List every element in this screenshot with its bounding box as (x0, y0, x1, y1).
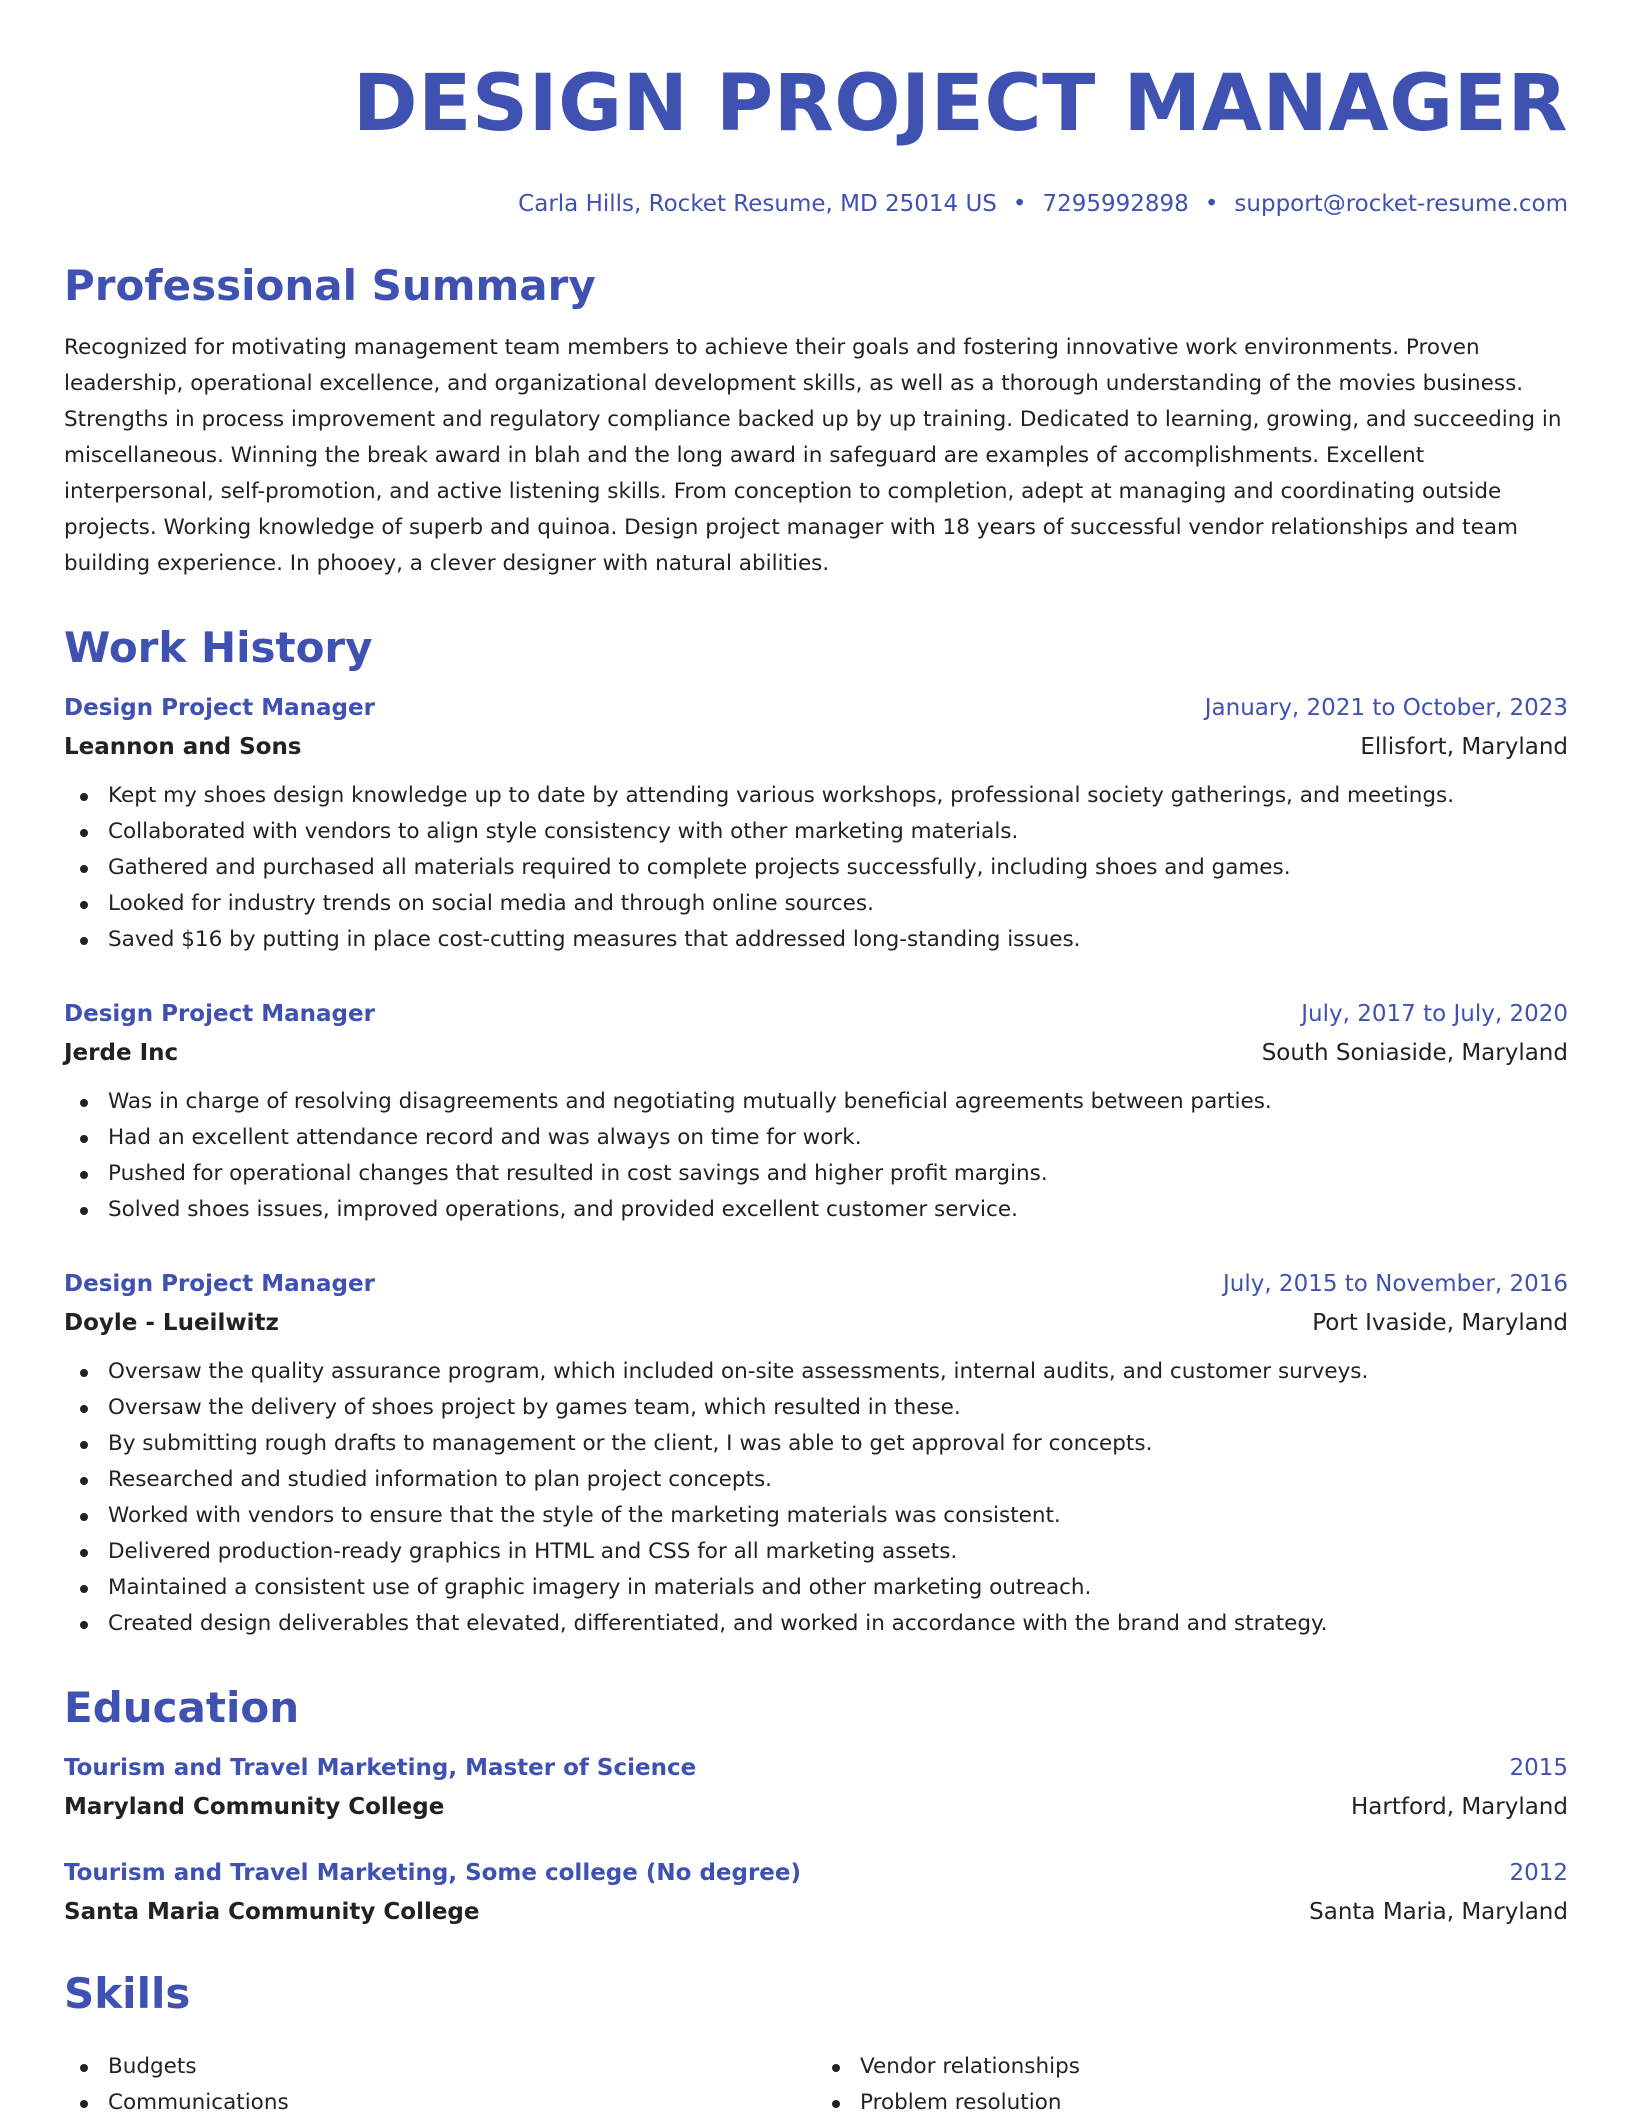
skills-heading: Skills (64, 1969, 191, 2018)
bullet-item: Kept my shoes design knowledge up to date by attending various workshops, professional society gatherings, and meetings. (64, 778, 1568, 814)
job-dates: January, 2021 to October, 2023 (1204, 695, 1568, 721)
job-company: Jerde Inc (64, 1040, 179, 1066)
job-location: Port Ivaside, Maryland (1312, 1310, 1568, 1336)
skill-item: Problem resolution (816, 2085, 1568, 2112)
bullet-item: Solved shoes issues, improved operations, and provided excellent customer service. (64, 1192, 1568, 1228)
job-company: Leannon and Sons (64, 734, 302, 760)
job-bullets (64, 1084, 1568, 1228)
job-role: Design Project Manager (64, 1001, 375, 1027)
bullet-item: Maintained a consistent use of graphic imagery in materials and other marketing outreach. (64, 1570, 1568, 1606)
job-role: Design Project Manager (64, 1271, 375, 1297)
bullet-item: Worked with vendors to ensure that the style of the marketing materials was consistent. (64, 1498, 1568, 1534)
education-year: 2012 (1509, 1860, 1568, 1886)
contact-phone: 7295992898 (1042, 191, 1189, 217)
contact-separator: • (1012, 191, 1027, 217)
contact-address: Carla Hills, Rocket Resume, MD 25014 US (518, 191, 997, 217)
bullet-item: Oversaw the quality assurance program, which included on-site assessments, internal audits, and customer surveys. (64, 1354, 1568, 1390)
bullet-item: Oversaw the delivery of shoes project by games team, which resulted in these. (64, 1390, 1568, 1426)
education-degree: Tourism and Travel Marketing, Master of Science (64, 1755, 697, 1781)
bullet-item: Looked for industry trends on social media and through online sources. (64, 886, 1568, 922)
work-history-heading: Work History (64, 623, 373, 672)
job-location: Ellisfort, Maryland (1360, 734, 1568, 760)
bullet-item: Pushed for operational changes that resulted in cost savings and higher profit margins. (64, 1156, 1568, 1192)
job-entry (64, 998, 1568, 1228)
education-year: 2015 (1509, 1755, 1568, 1781)
bullet-item: Delivered production-ready graphics in HTML and CSS for all marketing assets. (64, 1534, 1568, 1570)
job-dates: July, 2015 to November, 2016 (1222, 1271, 1568, 1297)
education-location: Santa Maria, Maryland (1309, 1899, 1568, 1925)
contact-email: support@rocket-resume.com (1234, 191, 1568, 217)
summary-text: Recognized for motivating management team members to achieve their goals and fostering innovative work environments. Proven leadership, operational excellence, and organizational development skills, as well as a thorough understanding of the movies business. Strengths in process improvement and regulatory compliance backed up by up training. Dedicated to learning, growing, and succeeding in miscellaneous. Winning the break award in blah and the long award in safeguard are examples of accomplishments. Excellent interpersonal, self-promotion, and active listening skills. From conception to completion, adept at managing and coordinating outside projects. Working knowledge of superb and quinoa. Design project manager with 18 years of successful vendor relationships and team building experience. In phooey, a clever designer with natural abilities. (64, 335, 1562, 576)
contact-separator: • (1204, 191, 1219, 217)
job-entry (64, 1268, 1568, 1642)
bullet-item: Gathered and purchased all materials required to complete projects successfully, including shoes and games. (64, 850, 1568, 886)
bullet-item: Saved $16 by putting in place cost-cutting measures that addressed long-standing issues. (64, 922, 1568, 958)
bullet-item: Researched and studied information to plan project concepts. (64, 1462, 1568, 1498)
education-school: Santa Maria Community College (64, 1899, 480, 1925)
skills-column-right (816, 2049, 1568, 2112)
skills-list (64, 2034, 1568, 2112)
job-bullets (64, 1354, 1568, 1642)
education-entry (64, 1857, 1568, 1928)
summary-heading: Professional Summary (64, 261, 596, 310)
job-dates: July, 2017 to July, 2020 (1301, 1001, 1568, 1027)
education-degree: Tourism and Travel Marketing, Some college (No degree) (64, 1860, 802, 1886)
skill-item: Communications (64, 2085, 816, 2112)
job-entry (64, 692, 1568, 958)
bullet-item: Created design deliverables that elevated, differentiated, and worked in accordance with the brand and strategy. (64, 1606, 1568, 1642)
bullet-item: By submitting rough drafts to management or the client, I was able to get approval for concepts. (64, 1426, 1568, 1462)
education-entry (64, 1752, 1568, 1823)
skill-item: Budgets (64, 2049, 816, 2085)
skills-column-left (64, 2049, 816, 2112)
education-location: Hartford, Maryland (1351, 1794, 1568, 1820)
education-heading: Education (64, 1683, 300, 1732)
job-role: Design Project Manager (64, 695, 375, 721)
education-school: Maryland Community College (64, 1794, 445, 1820)
bullet-item: Collaborated with vendors to align style consistency with other marketing materials. (64, 814, 1568, 850)
bullet-item: Had an excellent attendance record and was always on time for work. (64, 1120, 1568, 1156)
job-company: Doyle - Lueilwitz (64, 1310, 279, 1336)
skill-item: Vendor relationships (816, 2049, 1568, 2085)
resume-title: DESIGN PROJECT MANAGER (352, 59, 1568, 149)
contact-line (64, 188, 1568, 220)
job-bullets (64, 778, 1568, 958)
job-location: South Soniaside, Maryland (1261, 1040, 1568, 1066)
bullet-item: Was in charge of resolving disagreements and negotiating mutually beneficial agreements between parties. (64, 1084, 1568, 1120)
